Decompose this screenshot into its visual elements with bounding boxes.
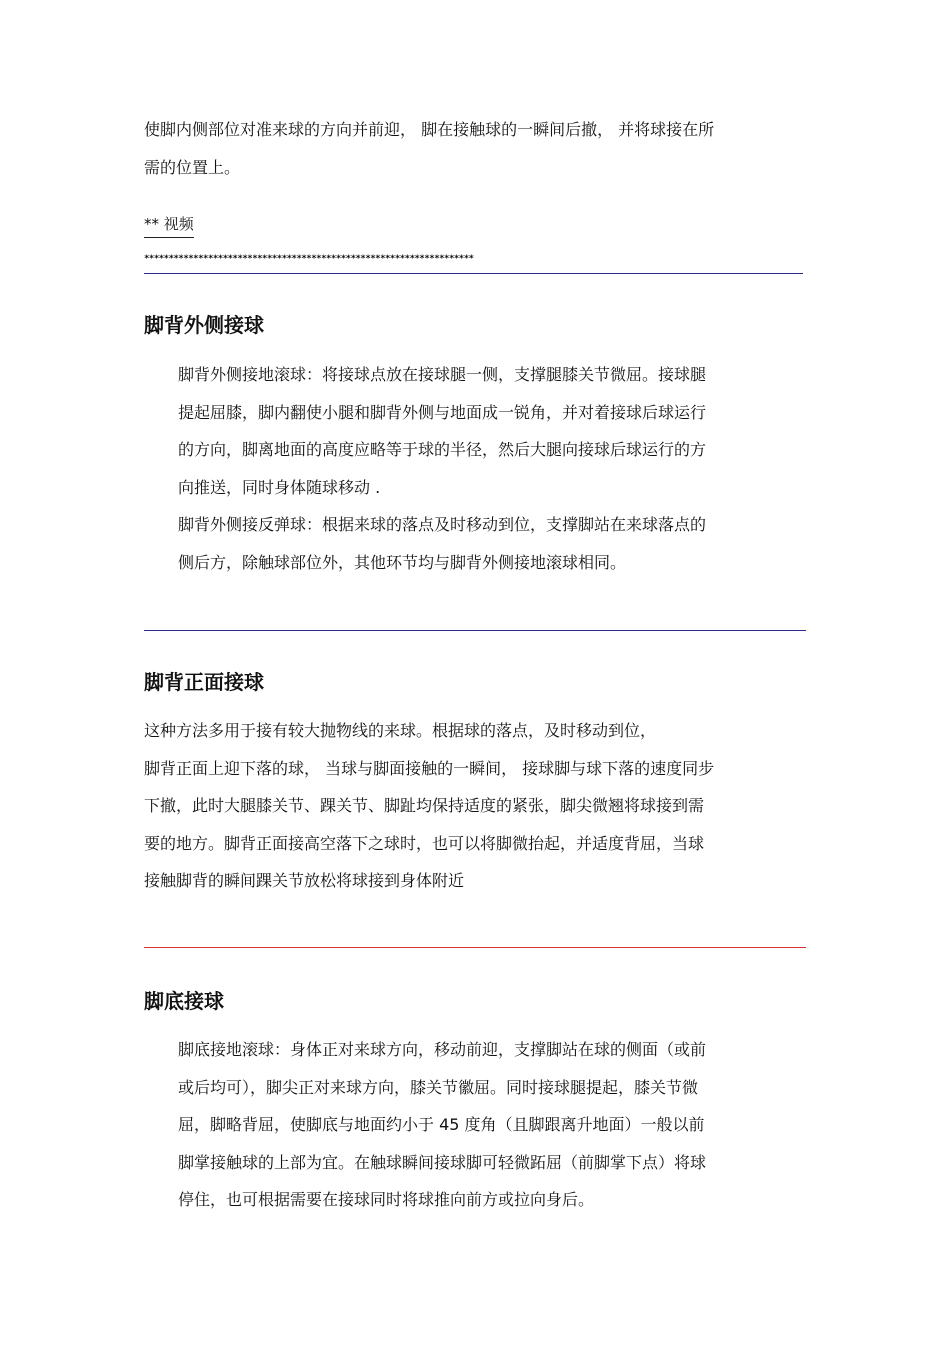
- text-line: 侧后方，除触球部位外，其他环节均与脚背外侧接地滚球相同。: [178, 552, 627, 572]
- divider-line: [144, 630, 806, 631]
- section-title-outer-instep: 脚背外侧接球: [144, 313, 264, 337]
- section-sole-body: [178, 1031, 706, 1219]
- text-line: 脚掌接触球的上部为宜。在触球瞬间接球脚可轻微跖屈（前脚掌下点）将球: [178, 1152, 707, 1172]
- text-line: 这种方法多用于接有较大抛物线的来球。根据球的落点，及时移动到位，: [144, 721, 657, 740]
- video-link[interactable]: ** 视频: [144, 212, 194, 238]
- asterisk-separator: *******************************************************************: [144, 254, 474, 264]
- intro-paragraph: [144, 111, 714, 186]
- text-line: 停住，也可根据需要在接球同时将球推向前方或拉向身后。: [178, 1190, 595, 1209]
- text-line: 屈，脚略背屈，使脚底与地面约小于 45 度角（且脚跟离升地面）一般以前: [178, 1115, 705, 1134]
- text-line: 要的地方。脚背正面接高空落下之球时，也可以将脚微抬起，并适度背屈，当球: [144, 833, 705, 853]
- divider-line: [144, 947, 806, 948]
- divider-line: [144, 273, 803, 274]
- text-line: 脚背外侧接地滚球：将接球点放在接球腿一侧，支撑腿膝关节微屈。接球腿: [178, 365, 707, 384]
- text-line: 脚底接地滚球：身体正对来球方向，移动前迎，支撑脚站在球的侧面（或前: [178, 1040, 707, 1059]
- text-line: 脚背外侧接反弹球：根据来球的落点及时移动到位，支撑脚站在来球落点的: [178, 515, 707, 534]
- text-line: 提起屈膝，脚内翻使小腿和脚背外侧与地面成一锐角，并对着接球后球运行: [178, 402, 707, 422]
- text-line: 接触脚背的瞬间踝关节放松将球接到身体附近: [144, 871, 465, 890]
- section-title-sole: 脚底接球: [144, 989, 224, 1013]
- text-line: 向推送，同时身体随球移动 .: [178, 477, 381, 497]
- text-line: 的方向，脚离地面的高度应略等于球的半径，然后大腿向接球后球运行的方: [178, 440, 707, 459]
- text-line: 需的位置上。: [144, 157, 241, 177]
- section-title-front-instep: 脚背正面接球: [144, 670, 264, 694]
- text-line: 或后均可），脚尖正对来球方向，膝关节徽屈。同时接球腿提起，膝关节微: [178, 1077, 699, 1097]
- section-front-instep-body: [144, 712, 714, 900]
- section-outer-instep-body: [178, 356, 706, 581]
- text-line: 下撤，此时大腿膝关节、踝关节、脚趾均保持适度的紧张，脚尖微翘将球接到需: [144, 796, 705, 815]
- text-line: 脚背正面上迎下落的球， 当球与脚面接触的一瞬间， 接球脚与球下落的速度同步: [144, 758, 715, 778]
- text-line: 使脚内侧部位对准来球的方向并前迎， 脚在接触球的一瞬间后撤， 并将球接在所: [144, 120, 715, 139]
